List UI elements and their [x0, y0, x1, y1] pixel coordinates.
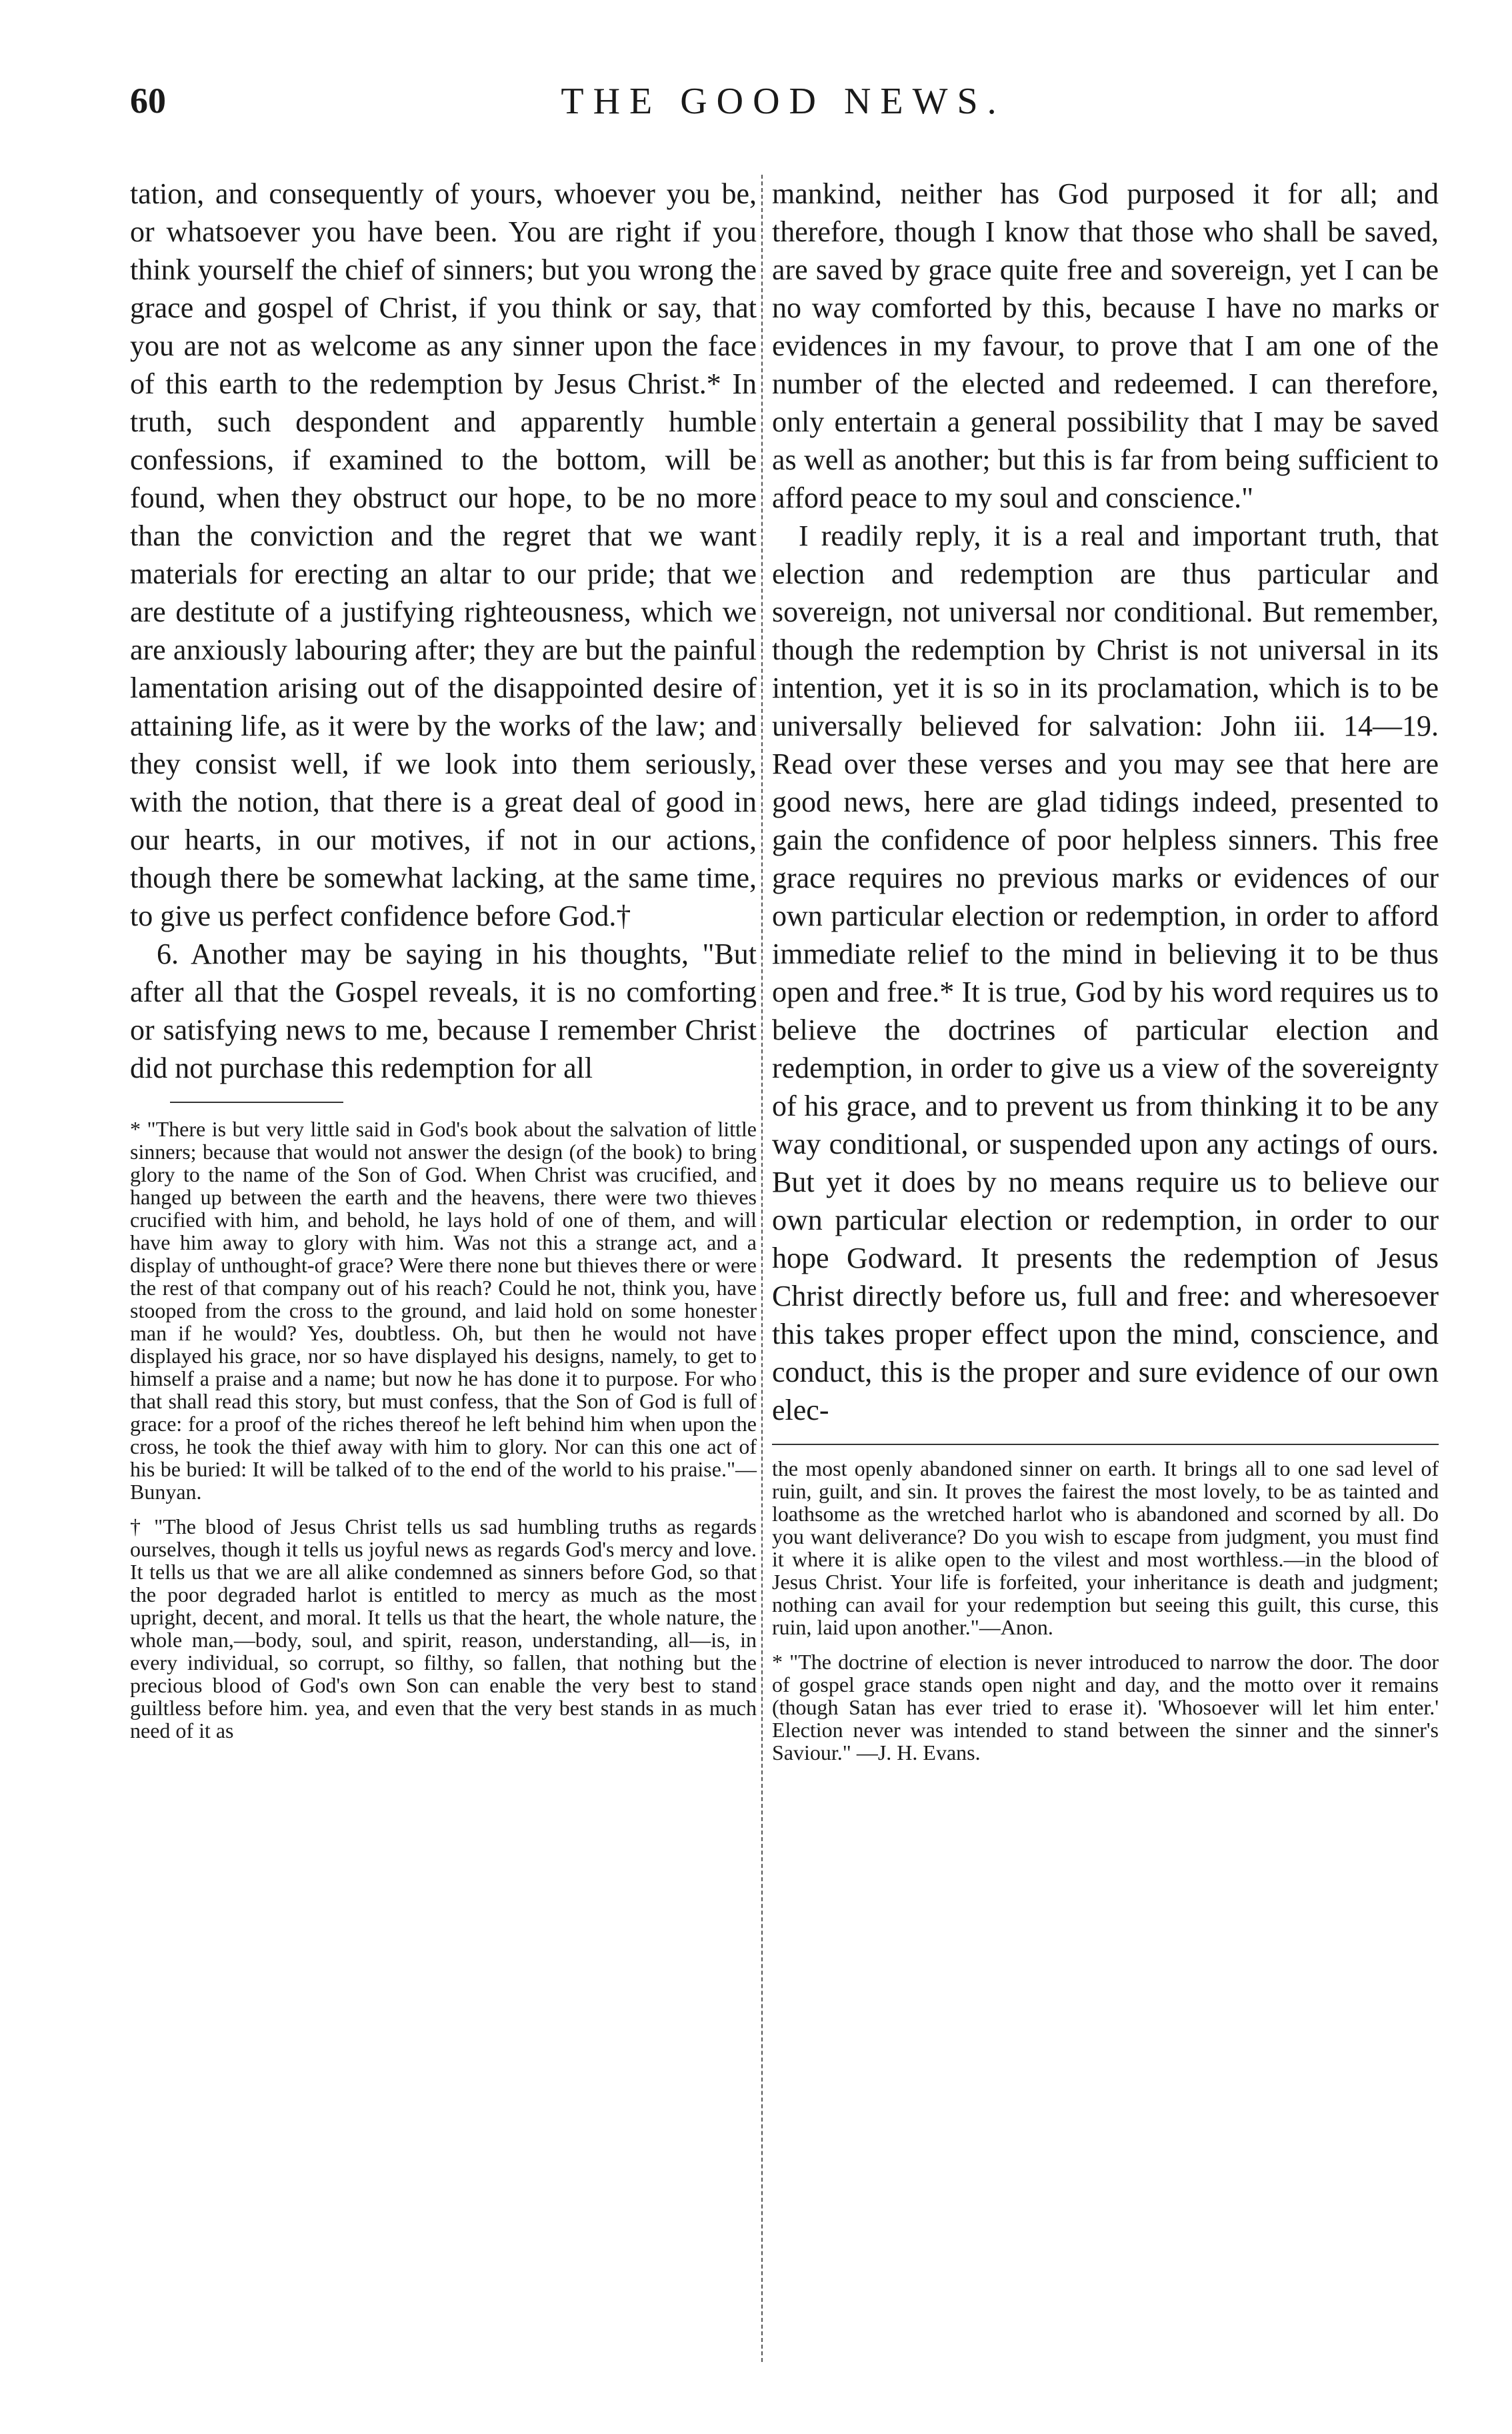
footnote: † "The blood of Jesus Christ tells us sad humbling truths as regards ourselves, though it tells us joyful news as regards God's mercy and love. It tells us that we are all alike condemned as sinners before God, so that the poor degraded harlot is entitled to mercy as much as the most upright, decent, and moral. It tells us that the heart, the whole nature, the whole man,—body, soul, and spirit, reason, understanding, all—is, in every individual, so corrupt, so filthy, so fallen, that nothing but the precious blood of God's own Son can enable the very best to stand guiltless before him. yea, and even that the very best stands in as much need of it as — [130, 1514, 757, 1742]
page-number: 60 — [130, 81, 166, 121]
paragraph: I readily reply, it is a real and important truth, that election and redemption are thus particular and sovereign, not universal nor conditional. But remember, though the redemption by Christ is not universal in its intention, yet it is so in its proclamation, which is to be universally believed for salvation: John iii. 14—19. Read over these verses and you may see that here are good news, here are glad tidings indeed, presented to gain the confidence of poor helpless sinners. This free grace requires no previous marks or evidences of our own particular election or redemption, in order to afford immediate relief to the mind in believing it to be thus open and free.* It is true, God by his word requires us to believe the doctrines of particular election and redemption, in order to give us a view of the sovereignty of his grace, and to prevent us from thinking it to be any way conditional, or suspended upon any actings of ours. But yet it does by no means require us to believe our own particular election or redemption, in order to our hope Godward. It presents the redemption of Jesus Christ directly before us, full and free: and wheresoever this takes proper effect upon the mind, conscience, and conduct, this is the proper and sure evidence of our own elec- — [772, 519, 1439, 1426]
page-header — [130, 80, 1437, 140]
footnote: * "The doctrine of election is never introduced to narrow the door. The door of gospel grace stands open night and day, and the motto over it remains (though Satan has ever tried to erase it). 'Whosoever will let him enter.' Election never was intended to stand between the sinner and the sinner's Saviour." —J. H. Evans. — [772, 1650, 1439, 1764]
right-footnotes — [772, 1457, 1439, 1764]
right-column — [772, 175, 1439, 1764]
footnote: the most openly abandoned sinner on earth. It brings all to one sad level of ruin, guilt, and sin. It proves the fairest the most lovely, to be as tainted and loathsome as the wretched harlot who is abandoned and scorned by all. Do you want deliverance? Do you wish to escape from judgment, you must find it where it is alike open to the vilest and most worthless.—in the blood of Jesus Christ. Your life is forfeited, your inheritance is death and judgment; nothing can avail for your redemption but seeing this guilt, this curse, this ruin, laid upon another."—Anon. — [772, 1456, 1439, 1639]
paragraph: 6. Another may be saying in his thoughts, "But after all that the Gospel reveals, it is no comforting or satisfying news to me, because I remember Christ did not purchase this redemption for all — [130, 938, 757, 1084]
column-divider — [761, 175, 763, 2362]
right-column-body — [772, 175, 1439, 1429]
left-column — [130, 175, 757, 1742]
footnote-rule — [170, 1102, 343, 1103]
left-column-body — [130, 175, 757, 1087]
left-footnotes — [130, 1118, 757, 1742]
footnote-rule — [772, 1444, 1439, 1445]
running-title: THE GOOD NEWS. — [561, 81, 1006, 122]
paragraph: mankind, neither has God purposed it for all; and therefore, though I know that those who shall be saved, are saved by grace quite free and sovereign, yet I can be no way comforted by this, because I have no marks or evidences in my favour, to prove that I am one of the number of the elected and redeemed. I can therefore, only entertain a general possibility that I may be saved as well as another; but this is far from being sufficient to afford peace to my soul and conscience." — [772, 177, 1439, 514]
paragraph: tation, and consequently of yours, whoever you be, or whatsoever you have been. You are right if you think yourself the chief of sinners; but you wrong the grace and gospel of Christ, if you think or say, that you are not as welcome as any sinner upon the face of this earth to the redemption by Jesus Christ.* In truth, such despondent and apparently humble confessions, if examined to the bottom, will be found, when they obstruct our hope, to be no more than the conviction and the regret that we want materials for erecting an altar to our pride; that we are destitute of a justifying righteousness, which we are anxiously labouring after; they are but the painful lamentation arising out of the disappointed desire of attaining life, as it were by the works of the law; and they consist well, if we look into them seriously, with the notion, that there is a great deal of good in our hearts, in our motives, if not in our actions, though there be somewhat lacking, at the same time, to give us perfect confidence before God.† — [130, 177, 757, 932]
footnote: * "There is but very little said in God's book about the salvation of little sinners; because that would not answer the design (of the book) to bring glory to the name of the Son of God. When Christ was crucified, and hanged up between the earth and the heavens, there were two thieves crucified with him, and behold, he lays hold of one of them, and will have him away to glory with him. Was not this a strange act, and a display of unthought-of grace? Were there none but thieves there or were the rest of that company out of his reach? Could he not, think you, have stooped from the cross to the ground, and laid hold on some honester man if he would? Yes, doubtless. Oh, but then he would not have displayed his grace, nor so have displayed his designs, namely, to get to himself a praise and a name; but now he has done it to purpose. For who that shall read this story, but must confess, that the Son of God is full of grace: for a proof of the riches thereof he left behind him when upon the cross, he took the thief away with him to glory. Nor can this one act of his be buried: It will be talked of to the end of the world to his praise."—Bunyan. — [130, 1117, 757, 1504]
